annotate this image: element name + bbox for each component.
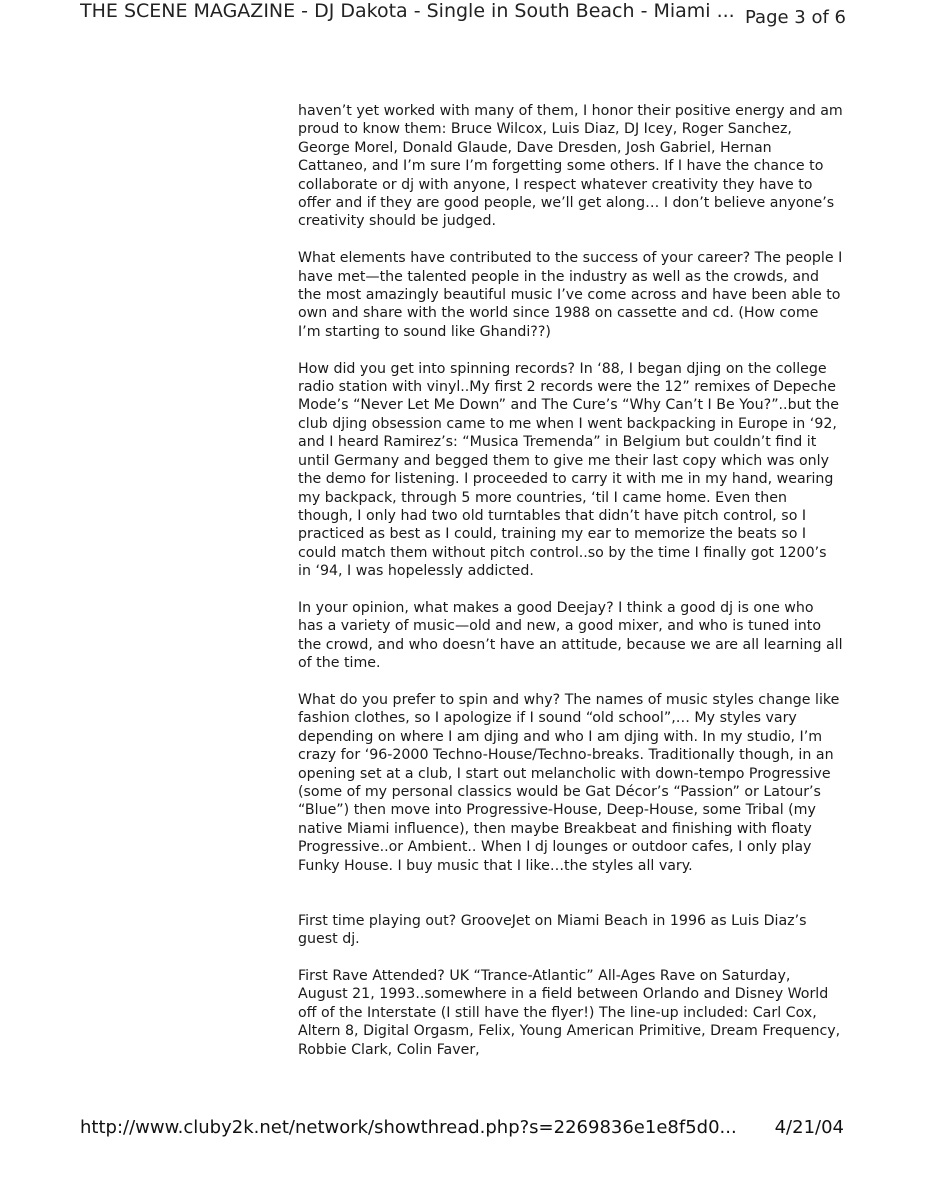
document-title: THE SCENE MAGAZINE - DJ Dakota - Single in South Beach - Miami ...	[80, 2, 735, 22]
print-footer	[80, 1114, 850, 1142]
paragraph-first-time-playing: First time playing out? GrooveJet on Miami Beach in 1996 as Luis Diaz’s guest dj.	[298, 912, 807, 948]
paragraph-first-rave: First Rave Attended? UK “Trance-Atlantic” All-Ages Rave on Saturday, August 21, 1993..somewhere in a field between Orlando and Disney World off of the Interstate (I still have the flyer!) The line-up included: Carl Cox, Altern 8, Digital Orgasm, Felix, Young American Primitive, Dream Frequency, Robbie Clark, Colin Faver,	[298, 968, 841, 1058]
paragraph-career-success: What elements have contributed to the success of your career? The people I have met—the talented people in the industry as well as the crowds, and the most amazingly beautiful music I’ve come across and have been able to own and share with the world since 1988 on cassette and cd. (How come I’m starting to sound like Ghandi??)	[298, 250, 843, 340]
print-date: 4/21/04	[774, 1117, 844, 1138]
paragraph-spinning-records: How did you get into spinning records? In ‘88, I began djing on the college radio station with vinyl..My first 2 records were the 12” remixes of Depeche Mode’s “Never Let Me Down” and The Cure’s “Why Can’t I Be You?”..but the club djing obsession came to me when I went backpacking in Europe in ‘92, and I heard Ramirez’s: “Musica Tremenda” in Belgium but couldn’t find it until Germany and begged them to give me their last copy which was only the demo for listening. I proceeded to carry it with me in my hand, wearing my backpack, through 5 more countries, ‘til I came home. Even then though, I only had two old turntables that didn’t have pitch control, so I practiced as best as I could, training my ear to memorize the beats so I could match them without pitch control..so by the time I finally got 1200’s in ‘94, I was hopelessly addicted.	[298, 360, 839, 580]
source-url: http://www.cluby2k.net/network/showthread.php?s=2269836e1e8f5d0...	[80, 1117, 737, 1138]
page-indicator: Page 3 of 6	[745, 7, 846, 28]
print-header	[80, 2, 850, 38]
paragraph-preferred-styles: What do you prefer to spin and why? The names of music styles change like fashion clothes, so I apologize if I sound “old school”,… My styles vary depending on where I am djing and who I am djing with. In my studio, I’m crazy for ‘96-2000 Techno-House/Techno-breaks. Traditionally though, in an opening set at a club, I start out melancholic with down-tempo Progressive (some of my personal classics would be Gat Décor’s “Passion” or Latour’s “Blue”) then move into Progressive-House, Deep-House, some Tribal (my native Miami influence), then maybe Breakbeat and finishing with floaty Progressive..or Ambient.. When I dj lounges or outdoor cafes, I only play Funky House. I buy music that I like…the styles all vary.	[298, 691, 840, 874]
article-body	[298, 102, 843, 1059]
paragraph-collaborators: haven’t yet worked with many of them, I honor their positive energy and am proud to know them: Bruce Wilcox, Luis Diaz, DJ Icey, Roger Sanchez, George Morel, Donald Glaude, Dave Dresden, Josh Gabriel, Hernan Cattaneo, and I’m sure I’m forgetting some others. If I have the chance to collaborate or dj with anyone, I respect whatever creativity they have to offer and if they are good people, we’ll get along… I don’t believe anyone’s creativity should be judged.	[298, 103, 843, 230]
paragraph-good-deejay: In your opinion, what makes a good Deejay? I think a good dj is one who has a variety of music—old and new, a good mixer, and who is tuned into the crowd, and who doesn’t have an attitude, because we are all learning all of the time.	[298, 599, 843, 672]
